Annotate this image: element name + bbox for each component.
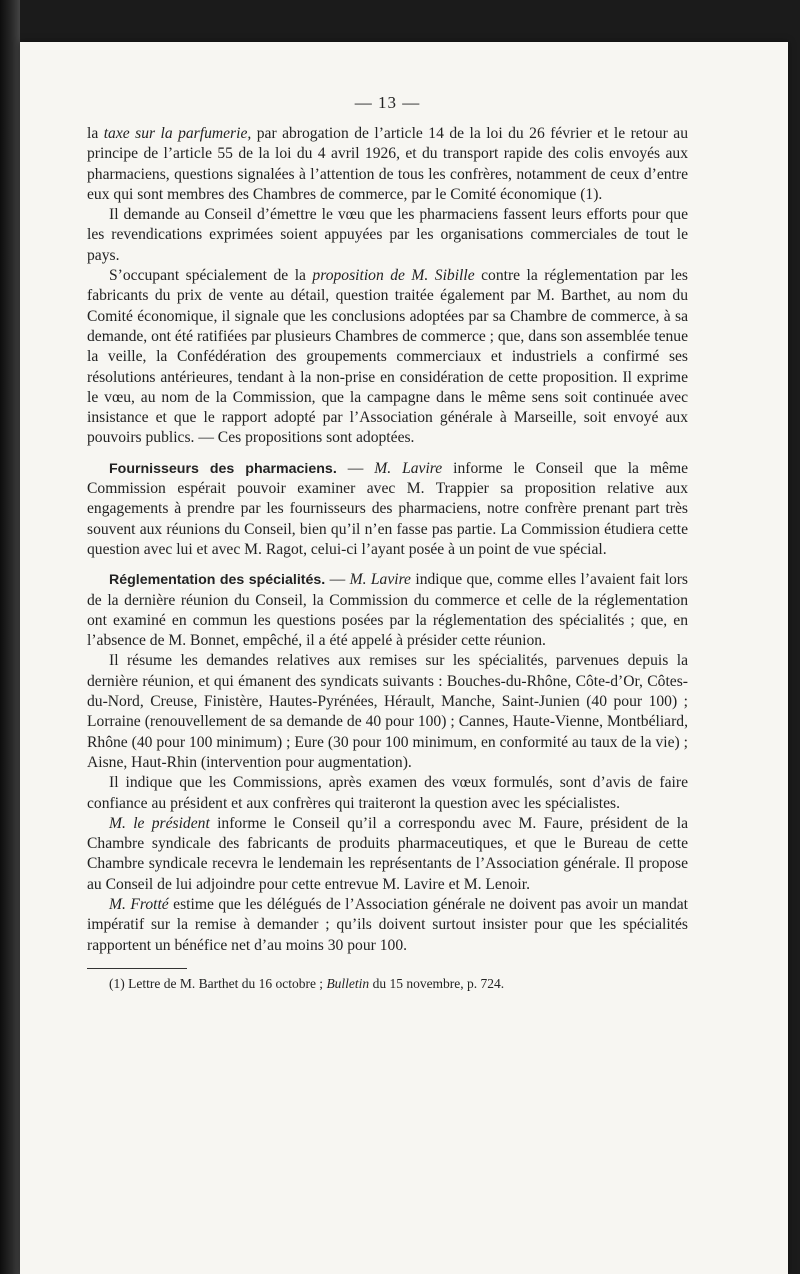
paragraph-6: Il résume les demandes relatives aux remises sur les spécialités, parvenues depuis la dernière réunion, et qui émanent des syndicats suivants : Bouches-du-Rhône, Côte-d’Or, Côtes-du-Nord, Creuse, Finistère, Hautes-Pyrénées, Hérault, Manche, Saint-Junien (40 pour 100) ; Lorraine (renouvellement de sa demande de 40 pour 100) ; Cannes, Haute-Vienne, Montbéliard, Rhône (40 pour 100 minimum) ; Eure (30 pour 100 minimum, en conformité au taux de la vie) ; Aisne, Haut-Rhin (intervention pour augmentation). xyxy=(87,652,688,771)
page-content xyxy=(87,92,688,993)
section-fournisseurs xyxy=(87,459,688,560)
text-run: par abrogation de l’article 14 de la loi du 26 février et le retour au principe de l’article 55 de la loi du 4 avril 1926, et du transport rapide des colis envoyés aux pharmaciens, questions signalées à l’attention de tous les confrères, notamment de ceux d’entre eux qui sont membres des Chambres de commerce, par le Comité économique (1). xyxy=(87,125,688,203)
footnote-divider xyxy=(87,968,187,969)
document-page xyxy=(20,42,788,1274)
page-number: — 13 — xyxy=(354,93,421,112)
speaker-name: M. Lavire xyxy=(374,459,443,477)
text-run: estime que les délégués de l’Association générale ne doivent pas avoir un mandat impératif sur la remise à demander ; qu’ils doivent surtout insister pour que les spécialités rapportent un bénéfice net d’au moins 30 pour 100. xyxy=(87,895,689,954)
text-run: (1) Lettre de M. Barthet du 16 octobre ; xyxy=(109,975,327,991)
paragraph-3 xyxy=(87,266,688,449)
paragraph-1 xyxy=(87,124,688,205)
paragraph-8 xyxy=(87,814,688,895)
italic-text: Bulletin xyxy=(326,975,370,991)
text-run: du 15 novembre, p. 724. xyxy=(369,975,505,991)
text-run: la xyxy=(87,125,104,142)
book-spine-edge xyxy=(0,0,20,1274)
text-run: contre la réglementation par les fabricants du prix de vente au détail, question traitée également par M. Barthet, au nom du Comité économique, il signale que les conclusions adoptées par sa Chambre de commerce, à sa demande, ont été ratifiées par plusieurs Chambres de commerce ; que, dans son assemblée tenue la veille, la Confédération des groupements commerciaux et industriels a confirmé ses résolutions antérieures, tendant à la non-prise en considération de cette proposition. Il exprime le vœu, au nom de la Commission, que la campagne dans le même sens soit continuée avec insistance et que le rapport adopté par l’Association générale à Marseille, soit envoyé aux pouvoirs publics. — Ces propositions sont adoptées. xyxy=(87,267,689,447)
text-run: S’occupant spécialement de la xyxy=(109,267,313,285)
dash: — xyxy=(336,459,375,477)
section-heading: Réglementation des spécialités. xyxy=(109,572,326,589)
footnote xyxy=(87,975,688,993)
dash: — xyxy=(325,571,350,589)
speaker-name: M. Lavire xyxy=(349,571,411,589)
section-reglementation xyxy=(87,570,688,651)
italic-text: proposition de M. Sibille xyxy=(312,267,475,285)
paragraph-2: Il demande au Conseil d’émettre le vœu que les pharmaciens fassent leurs efforts pour que les revendications exprimées soient appuyées par les organisations commerciales de tout le pays. xyxy=(87,206,688,264)
text-run: indique que, comme elles l’avaient fait lors de la dernière réunion du Conseil, la Commission du commerce et celle de la réglementation ont examiné en commun les questions posées par la réglementation des spécialités ; que, en l’absence de M. Bonnet, empêché, il a été appelé à présider cette réunion. xyxy=(87,571,689,650)
speaker-name: M. Frotté xyxy=(109,895,169,913)
section-heading: Fournisseurs des pharmaciens. xyxy=(109,460,337,477)
speaker-name: M. le président xyxy=(109,814,210,832)
paragraph-9 xyxy=(87,895,688,956)
paragraph-7: Il indique que les Commissions, après examen des vœux formulés, sont d’avis de faire confiance au président et aux confrères qui traiteront la question avec les spécialistes. xyxy=(87,774,688,812)
italic-text: taxe sur la parfumerie, xyxy=(103,125,252,142)
text-run: informe le Conseil qu’il a correspondu avec M. Faure, président de la Chambre syndicale des fabricants de produits pharmaceutiques, et que le Bureau de cette Chambre syndicale recevra le lendemain les représentants de l’Association générale. Il propose au Conseil de lui adjoindre pour cette entrevue M. Lavire et M. Lenoir. xyxy=(87,814,689,893)
text-run: informe le Conseil que la même Commission espérait pouvoir examiner avec M. Trappier sa proposition relative aux engagements à prendre par les fournisseurs des pharmaciens, notre confrère prenant part très souvent aux réunions du Conseil, bien qu’il n’en fasse pas partie. La Commission étudiera cette question avec lui et avec M. Ragot, celui-ci l’ayant posée à un point de vue spécial. xyxy=(87,459,689,558)
